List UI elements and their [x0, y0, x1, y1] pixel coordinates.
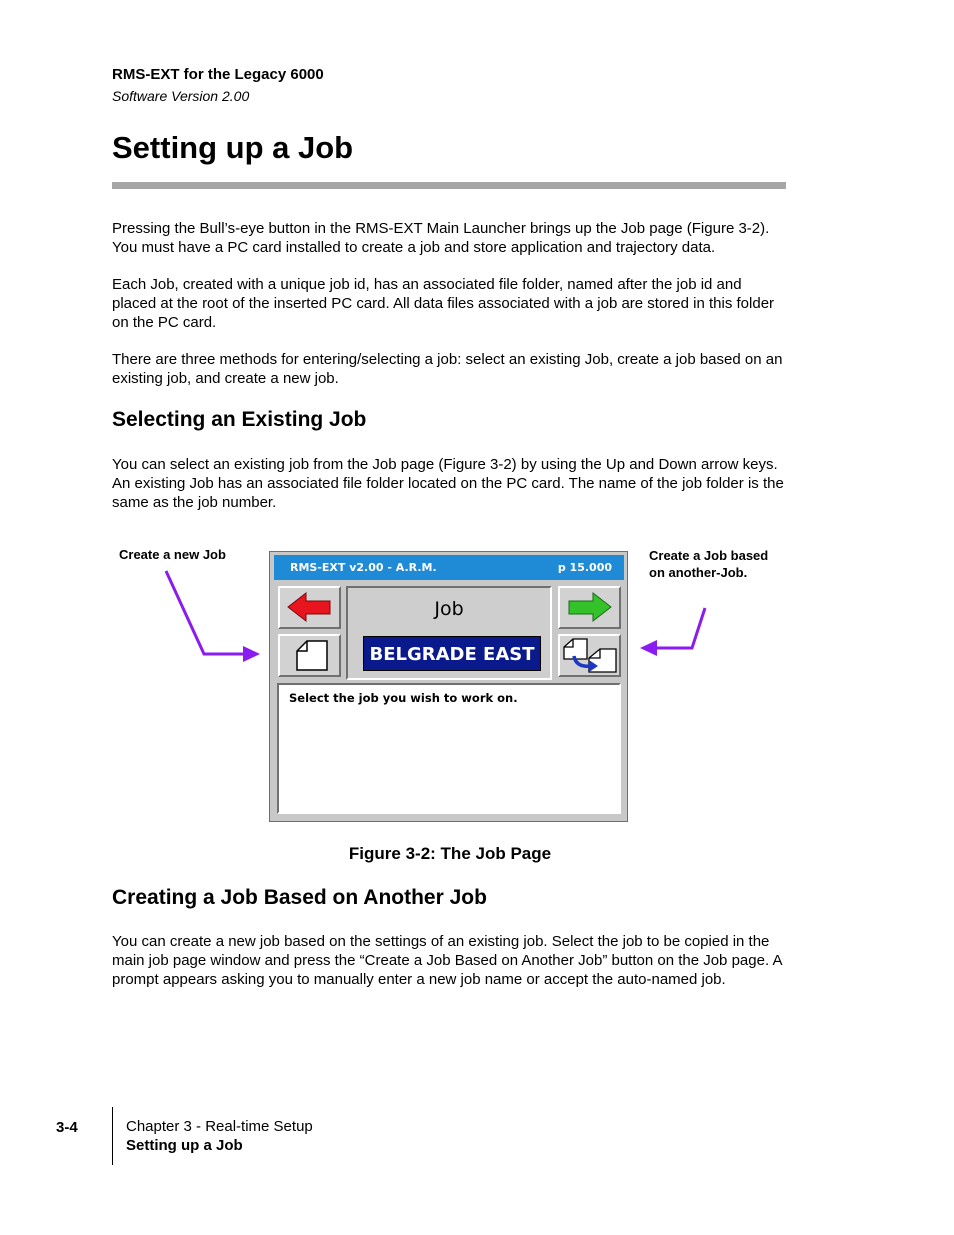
callout-arrow-right-icon [636, 604, 711, 660]
footer-section: Setting up a Job [126, 1137, 243, 1154]
new-document-icon [280, 636, 339, 675]
device-title-bar [274, 555, 624, 580]
forward-arrow-icon [560, 588, 619, 627]
job-panel [346, 586, 552, 680]
footer-chapter: Chapter 3 - Real-time Setup [126, 1118, 313, 1135]
section-heading-creating: Creating a Job Based on Another Job [112, 886, 487, 909]
device-title-page: p 15.000 [557, 561, 612, 574]
title-rule [112, 182, 786, 189]
callout-arrow-left-icon [160, 565, 270, 665]
job-page-label: Job [434, 598, 464, 620]
page-title: Setting up a Job [112, 130, 354, 165]
selected-job-name[interactable]: BELGRADE EAST [363, 636, 541, 671]
intro-paragraph-1: Pressing the Bull’s-eye button in the RMS-EXT Main Launcher brings up the Job page (Figure 3-2). You must have a PC card installed to create a job and store application and trajectory data. [112, 220, 770, 256]
callout-create-new-job: Create a new Job [119, 547, 226, 562]
message-text: Select the job you wish to work on. [289, 691, 518, 705]
back-button[interactable] [278, 586, 341, 629]
intro-paragraph-2: Each Job, created with a unique job id, has an associated file folder, named after the job id and placed at the root of the inserted PC card. All data files associated with a job are stored in this folder on the PC card. [112, 276, 775, 331]
doc-header-title: RMS-EXT for the Legacy 6000 [112, 66, 324, 83]
create-job-from-existing-button[interactable] [558, 634, 621, 677]
back-arrow-icon [280, 588, 339, 627]
section-body-selecting: You can select an existing job from the Job page (Figure 3-2) by using the Up and Down arrow keys. An existing Job has an associated file folder located on the PC card. The name of the job folder is the same as the job number. [112, 456, 784, 511]
figure-caption: Figure 3-2: The Job Page [348, 844, 552, 863]
section-body-creating: You can create a new job based on the settings of an existing job. Select the job to be copied in the main job page window and press the “Create a Job Based on Another Job” button on the Job page. A prompt appears asking you to manually enter a new job name or accept the auto-named job. [112, 933, 782, 988]
device-title-left: RMS-EXT v2.00 - A.R.M. [290, 561, 437, 574]
footer-divider [112, 1107, 113, 1165]
copy-document-icon [560, 636, 619, 675]
section-heading-selecting: Selecting an Existing Job [112, 408, 367, 431]
forward-button[interactable] [558, 586, 621, 629]
doc-header-subtitle: Software Version 2.00 [112, 88, 250, 104]
message-box [277, 683, 621, 814]
footer-page-number: 3-4 [56, 1119, 78, 1136]
callout-create-based-on-another: Create a Job based on another-Job. [649, 548, 769, 580]
intro-paragraph-3: There are three methods for entering/selecting a job: select an existing Job, create a job based on an existing job, and create a new job. [112, 351, 783, 387]
create-new-job-button[interactable] [278, 634, 341, 677]
